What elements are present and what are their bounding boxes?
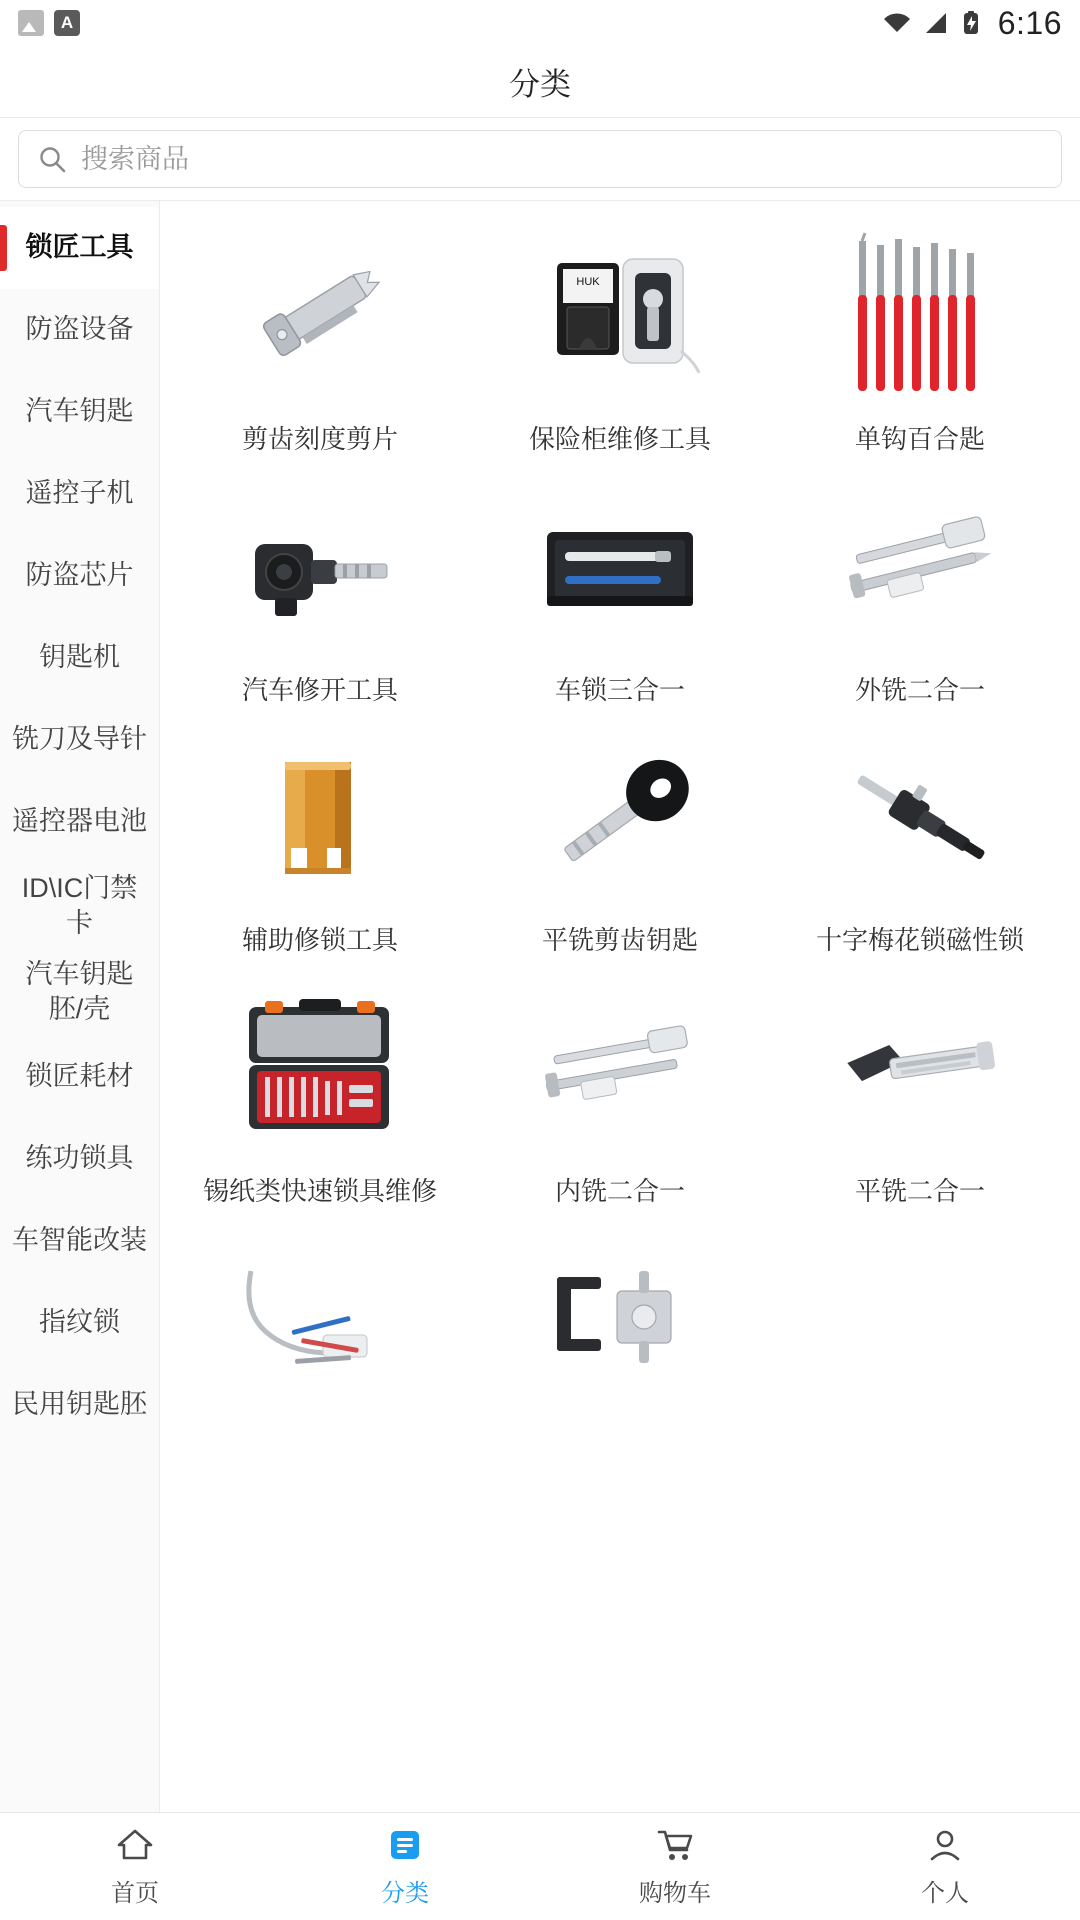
product-tile[interactable] [470,716,770,967]
sidebar-item-5[interactable] [0,617,159,699]
nav-label-category: 分类 [381,1880,429,1907]
nav-label-profile: 个人 [921,1880,969,1907]
app-a-icon: A [54,10,80,36]
product-tile[interactable] [770,466,1070,717]
home-icon [115,1825,155,1865]
search-bar [0,118,1080,200]
nav-label-cart: 购物车 [639,1880,711,1907]
sidebar-item-8[interactable] [0,863,159,949]
wifi-icon [882,12,912,34]
sidebar-item-label: 锁匠工具 [25,232,134,263]
sidebar-item-3[interactable] [0,453,159,535]
product-image [531,730,709,908]
nav-item-cart[interactable] [540,1813,810,1920]
search-input[interactable] [81,144,1043,175]
nav-item-category[interactable] [270,1813,540,1920]
product-image [531,1231,709,1409]
product-image [531,480,709,658]
product-tile[interactable] [170,466,470,717]
sidebar-item-7[interactable] [0,781,159,863]
search-icon [37,144,67,174]
product-tile[interactable] [470,1217,770,1435]
product-image [831,480,1009,658]
product-label: 车锁三合一 [554,674,685,705]
product-image [531,229,709,407]
sidebar-item-2[interactable] [0,371,159,453]
product-tile[interactable] [470,215,770,466]
status-bar [0,0,1080,46]
person-icon [925,1825,965,1865]
bottom-navigation [0,1812,1080,1920]
sidebar-item-11[interactable] [0,1117,159,1199]
status-bar-left [18,10,80,36]
battery-icon [958,10,984,36]
product-label: 剪齿刻度剪片 [241,424,398,454]
image-icon [18,10,44,36]
product-grid [160,201,1080,1812]
search-box[interactable] [18,130,1062,188]
product-tile[interactable] [170,716,470,967]
sidebar-item-label: 锁匠耗材 [25,1060,134,1091]
product-tile[interactable] [170,215,470,466]
nav-label-home: 首页 [111,1880,159,1907]
sidebar-item-label: 遥控子机 [25,478,134,509]
product-image [531,981,709,1159]
product-label: 平铣剪齿钥匙 [541,925,698,955]
sidebar-item-12[interactable] [0,1199,159,1281]
sidebar-item-label: 汽车钥匙胚/壳 [25,959,134,1025]
product-image [231,981,409,1159]
sidebar-item-label: 练功锁具 [25,1142,134,1173]
sidebar-item-label: 铣刀及导针 [12,724,147,755]
product-label: 外铣二合一 [854,674,985,705]
sidebar-item-label: 钥匙机 [39,642,120,673]
sidebar-item-label: 防盗芯片 [25,560,134,591]
product-image [831,981,1009,1159]
sidebar-item-label: 防盗设备 [25,314,134,345]
sidebar-item-label: 遥控器电池 [12,806,147,837]
sidebar-item-13[interactable] [0,1281,159,1363]
product-image [231,1231,409,1409]
sidebar-item-14[interactable] [0,1363,159,1445]
product-image [831,730,1009,908]
page-title: 分类 [509,67,571,102]
product-tile[interactable] [470,967,770,1218]
sidebar-item-label: 民用钥匙胚 [12,1388,147,1419]
status-bar-clock: 6:16 [997,4,1062,41]
signal-icon [922,10,948,36]
svg-text:HUK: HUK [576,276,600,288]
product-image [231,730,409,908]
sidebar-item-label: 车智能改装 [12,1224,147,1255]
page-title-bar [0,46,1080,118]
product-tile[interactable] [770,967,1070,1218]
product-image [231,229,409,407]
product-tile[interactable] [470,466,770,717]
nav-item-profile[interactable] [810,1813,1080,1920]
sidebar-item-4[interactable] [0,535,159,617]
product-label: 单钩百合匙 [854,424,985,454]
product-label: 保险柜维修工具 [528,424,711,454]
sidebar-item-6[interactable] [0,699,159,781]
product-label: 内铣二合一 [554,1175,685,1206]
nav-item-home[interactable] [0,1813,270,1920]
product-label: 汽车修开工具 [241,674,398,705]
category-icon [385,1825,425,1865]
status-bar-right [882,5,1062,42]
product-tile[interactable] [170,1217,470,1435]
sidebar-item-9[interactable] [0,949,159,1035]
product-tile[interactable] [770,215,1070,466]
sidebar-item-1[interactable] [0,289,159,371]
product-image [231,480,409,658]
sidebar-item-10[interactable] [0,1035,159,1117]
product-label: 平铣二合一 [854,1175,985,1206]
content-area [0,200,1080,1812]
product-label: 辅助修锁工具 [241,925,398,955]
category-sidebar[interactable] [0,201,160,1812]
product-label: 十字梅花锁磁性锁 [815,925,1024,955]
product-tile[interactable] [770,716,1070,967]
sidebar-item-label: 汽车钥匙 [25,396,134,427]
sidebar-item-label: ID\IC门禁卡 [21,873,138,939]
cart-icon [655,1825,695,1865]
sidebar-item-label: 指纹锁 [39,1306,120,1337]
product-image [831,229,1009,407]
product-label: 锡纸类快速锁具维修 [202,1175,437,1206]
product-tile[interactable] [170,967,470,1218]
sidebar-item-0[interactable] [0,207,159,289]
